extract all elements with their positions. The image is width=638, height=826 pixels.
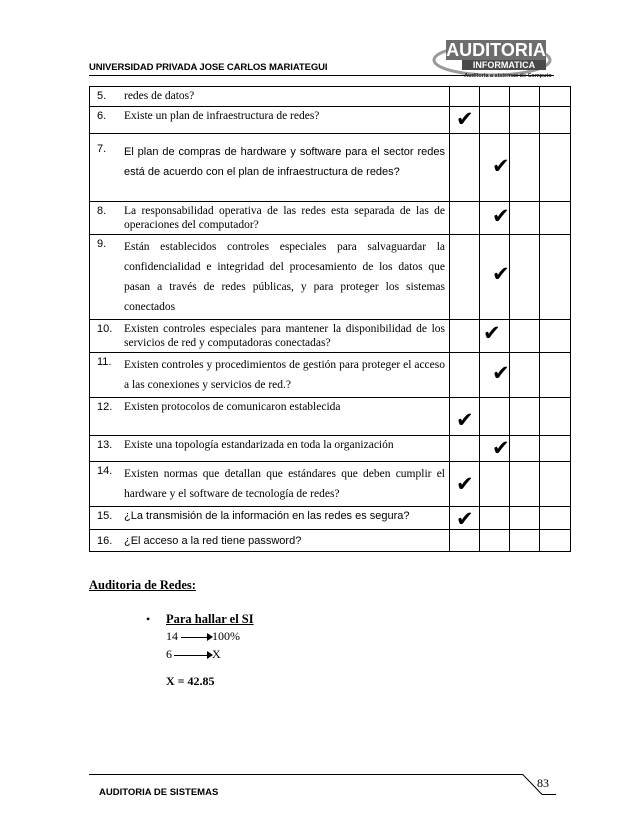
- question-cell: [90, 436, 450, 462]
- check-mark-icon: ✔: [492, 154, 510, 178]
- answer-cell: [510, 436, 540, 462]
- table-row: [90, 353, 571, 398]
- question-text: ¿La transmisión de la información en las redes es segura?: [124, 510, 410, 522]
- question-number: 14.: [97, 465, 113, 477]
- answer-cell: [540, 353, 571, 398]
- table-row: [90, 436, 571, 462]
- page-number: 83: [537, 776, 549, 790]
- answer-cell: [510, 398, 540, 436]
- question-text: Existe una topología estandarizada en toda la organización: [124, 439, 394, 451]
- answer-cell: [480, 107, 510, 134]
- logo-title: AUDITORIA: [446, 40, 546, 60]
- question-number: 15.: [97, 510, 113, 522]
- answer-cell-no: [480, 134, 510, 202]
- footer-rule-end: [542, 794, 556, 795]
- check-mark-icon: ✔: [483, 321, 501, 345]
- question-cell: [90, 398, 450, 436]
- answer-cell: [450, 353, 480, 398]
- table-row: [90, 134, 571, 202]
- proportion-right-1: 100%: [212, 629, 240, 643]
- answer-cell: [540, 530, 571, 552]
- answer-cell-no: [480, 320, 510, 353]
- answer-cell-yes: [450, 507, 480, 530]
- answer-cell: [540, 107, 571, 134]
- calculation-result: X = 42.85: [166, 674, 215, 688]
- answer-cell: [540, 202, 571, 235]
- table-row: [90, 507, 571, 530]
- table-row: [90, 530, 571, 552]
- answer-cell: [510, 320, 540, 353]
- bullet-icon: •: [146, 612, 151, 626]
- question-cell: [90, 530, 450, 552]
- section-title: Auditoria de Redes:: [89, 578, 196, 592]
- answer-cell: [450, 436, 480, 462]
- question-cell: [90, 507, 450, 530]
- check-mark-icon: ✔: [492, 204, 510, 228]
- check-mark-icon: ✔: [492, 262, 510, 286]
- answer-cell: [480, 87, 510, 107]
- answer-cell: [510, 134, 540, 202]
- question-number: 13.: [97, 439, 113, 451]
- table-row: [90, 462, 571, 507]
- question-cell: [90, 462, 450, 507]
- question-number: 7.: [97, 143, 107, 155]
- answer-cell: [510, 530, 540, 552]
- check-mark-icon: ✔: [456, 472, 474, 496]
- logo-tagline: Auditoria a sistemas de Computo: [464, 73, 552, 79]
- question-cell: [90, 353, 450, 398]
- answer-cell: [540, 462, 571, 507]
- question-cell: [90, 320, 450, 353]
- answer-cell: [450, 530, 480, 552]
- answer-cell: [510, 235, 540, 320]
- answer-cell: [450, 87, 480, 107]
- question-text: ¿El acceso a la red tiene password?: [124, 535, 302, 547]
- proportion-left-1: 14: [166, 629, 178, 643]
- answer-cell: [540, 87, 571, 107]
- question-number: 12.: [97, 401, 113, 413]
- footer-rule: [89, 774, 523, 775]
- question-number: 16.: [97, 535, 113, 547]
- answer-cell: [450, 202, 480, 235]
- check-mark-icon: ✔: [492, 436, 510, 460]
- answer-cell-no: [480, 353, 510, 398]
- question-text: El plan de compras de hardware y software para el sector redes está de acuerdo con el plan de infraestructura de redes?: [124, 146, 445, 178]
- answer-cell: [510, 202, 540, 235]
- question-number: 6.: [97, 110, 107, 122]
- question-text: Existen protocolos de comunicaron establecida: [124, 401, 341, 413]
- question-cell: [90, 202, 450, 235]
- answer-cell: [540, 398, 571, 436]
- question-text: Existen normas que detallan que estándares que deben cumplir el hardware y el software de tecnología de redes?: [124, 468, 445, 500]
- answer-cell: [540, 235, 571, 320]
- answer-cell-no: [480, 202, 510, 235]
- arrow-line: [174, 655, 209, 656]
- question-cell: [90, 134, 450, 202]
- table-row: [90, 235, 571, 320]
- table-row: [90, 202, 571, 235]
- question-cell: [90, 235, 450, 320]
- answer-cell: [480, 530, 510, 552]
- proportion-right-2: X: [212, 647, 221, 661]
- auditoria-logo: [432, 34, 556, 80]
- answer-cell: [510, 87, 540, 107]
- subsection-title: Para hallar el SI: [166, 612, 254, 626]
- table-row: [90, 87, 571, 107]
- question-number: 5.: [97, 90, 107, 102]
- answer-cell: [510, 107, 540, 134]
- footer-text: AUDITORIA DE SISTEMAS: [99, 787, 219, 798]
- answer-cell: [510, 462, 540, 507]
- answer-cell: [480, 507, 510, 530]
- answer-cell: [450, 134, 480, 202]
- answer-cell: [480, 398, 510, 436]
- answer-cell-no: [480, 235, 510, 320]
- answer-cell: [540, 320, 571, 353]
- table-row: [90, 398, 571, 436]
- answer-cell-yes: [450, 107, 480, 134]
- answer-cell: [510, 507, 540, 530]
- question-text: Están establecidos controles especiales para salvaguardar la confidencialidad e integridad del procesamiento de los datos que pasan a través de redes públicas, y para proteger los sistemas conectados: [124, 241, 445, 313]
- answer-cell-no: [480, 436, 510, 462]
- check-mark-icon: ✔: [456, 107, 474, 131]
- logo-subtitle: INFORMATICA: [472, 60, 536, 70]
- answer-cell: [510, 353, 540, 398]
- question-text: Existe un plan de infraestructura de redes?: [124, 110, 320, 122]
- question-number: 8.: [97, 205, 107, 217]
- question-text: Existen controles especiales para mantener la disponibilidad de los servicios de red y computadoras conectadas?: [124, 323, 445, 349]
- question-text: Existen controles y procedimientos de gestión para proteger el acceso a las conexiones y servicios de red.?: [124, 359, 445, 391]
- answer-cell-yes: [450, 462, 480, 507]
- table-row: [90, 320, 571, 353]
- check-mark-icon: ✔: [456, 408, 474, 432]
- question-number: 10.: [97, 323, 113, 335]
- check-mark-icon: ✔: [456, 507, 474, 531]
- answer-cell: [540, 507, 571, 530]
- answer-cell: [480, 462, 510, 507]
- table-row: [90, 107, 571, 134]
- answer-cell: [450, 235, 480, 320]
- question-cell: [90, 87, 450, 107]
- answer-cell-yes: [450, 398, 480, 436]
- question-number: 9.: [97, 238, 107, 250]
- answer-cell: [540, 436, 571, 462]
- question-number: 11.: [97, 356, 112, 368]
- answer-cell: [450, 320, 480, 353]
- question-text: redes de datos?: [124, 90, 195, 102]
- check-mark-icon: ✔: [492, 361, 510, 385]
- question-cell: [90, 107, 450, 134]
- arrow-line: [181, 637, 209, 638]
- university-header: UNIVERSIDAD PRIVADA JOSE CARLOS MARIATEGUI: [89, 62, 328, 73]
- checklist-table: [89, 86, 571, 552]
- proportion-left-2: 6: [166, 647, 172, 661]
- question-text: La responsabilidad operativa de las redes esta separada de las de operaciones del computador?: [124, 205, 445, 231]
- answer-cell: [540, 134, 571, 202]
